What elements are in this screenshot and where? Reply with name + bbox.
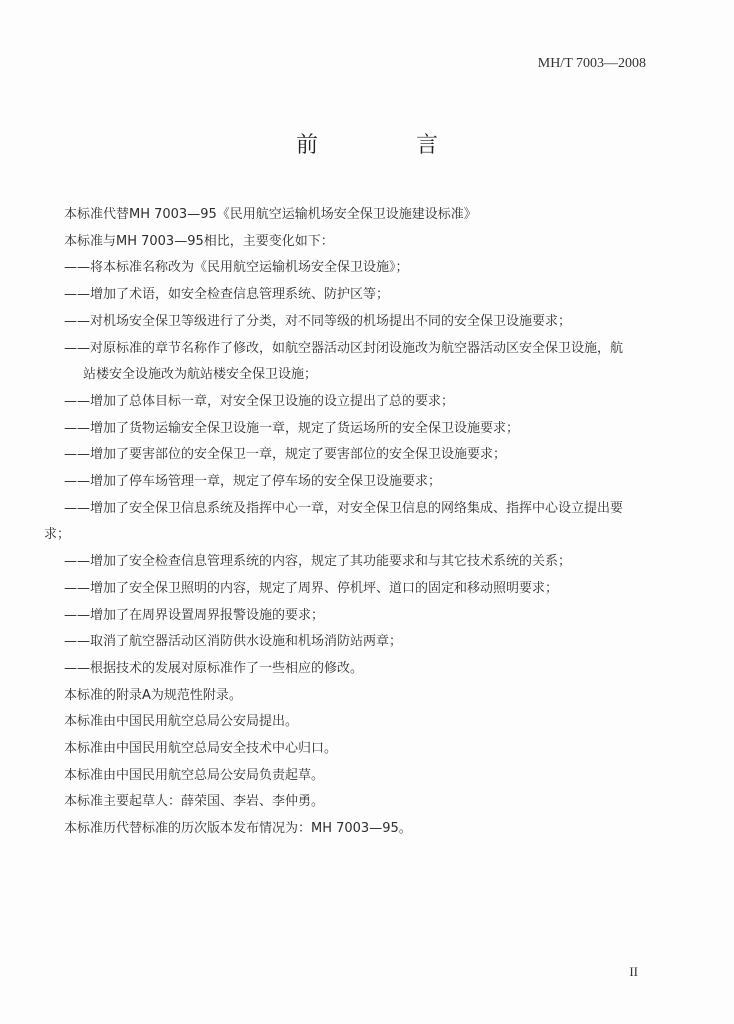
list-item: ——增加了货物运输安全保卫设施一章，规定了货运场所的安全保卫设施要求；: [64, 420, 520, 436]
document-body: [44, 202, 664, 843]
list-item: ——增加了术语，如安全检查信息管理系统、防护区等；: [64, 287, 390, 303]
paragraph: 本标准主要起草人：薛荣国、李岩、李仲勇。: [64, 794, 325, 810]
list-item: ——增加了安全保卫照明的内容，规定了周界、停机坪、道口的固定和移动照明要求；: [64, 580, 559, 596]
list-item: ——将本标准名称改为《民用航空运输机场安全保卫设施》；: [64, 260, 409, 276]
list-item: ——对机场安全保卫等级进行了分类，对不同等级的机场提出不同的安全保卫设施要求；: [64, 313, 572, 329]
paragraph: 本标准的附录A为规范性附录。: [64, 687, 242, 703]
list-item: ——增加了安全检查信息管理系统的内容，规定了其功能要求和与其它技术系统的关系；: [64, 554, 572, 570]
list-item: ——增加了停车场管理一章，规定了停车场的安全保卫设施要求；: [64, 474, 442, 490]
paragraph: 本标准由中国民用航空总局公安局提出。: [64, 714, 299, 730]
paragraph: 本标准由中国民用航空总局安全技术中心归口。: [64, 741, 338, 757]
list-item: ——增加了安全保卫信息系统及指挥中心一章，对安全保卫信息的网络集成、指挥中心设立提出要: [64, 500, 624, 516]
paragraph: 本标准与MH 7003—95相比，主要变化如下：: [64, 233, 334, 249]
list-item: ——取消了航空器活动区消防供水设施和机场消防站两章；: [64, 634, 403, 650]
list-item: ——增加了要害部位的安全保卫一章，规定了要害部位的安全保卫设施要求；: [64, 447, 507, 463]
list-item: ——增加了在周界设置周界报警设施的要求；: [64, 607, 325, 623]
list-item: ——根据技术的发展对原标准作了一些相应的修改。: [64, 660, 364, 676]
paragraph: 本标准代替MH 7003—95《民用航空运输机场安全保卫设施建设标准》: [64, 207, 477, 222]
list-item-continuation: 求；: [44, 527, 71, 543]
list-item-continuation: 站楼安全设施改为航站楼安全保卫设施；: [83, 367, 318, 383]
page-title: 前 言: [295, 133, 476, 158]
standard-code: MH/T 7003—2008: [537, 56, 646, 71]
paragraph: 本标准由中国民用航空总局公安局负责起草。: [64, 767, 325, 783]
paragraph: 本标准历代替标准的历次版本发布情况为：MH 7003—95。: [64, 821, 412, 837]
list-item: ——对原标准的章节名称作了修改，如航空器活动区封闭设施改为航空器活动区安全保卫设施，航: [64, 340, 624, 356]
page-number: II: [629, 964, 638, 979]
list-item: ——增加了总体目标一章，对安全保卫设施的设立提出了总的要求；: [64, 393, 455, 409]
